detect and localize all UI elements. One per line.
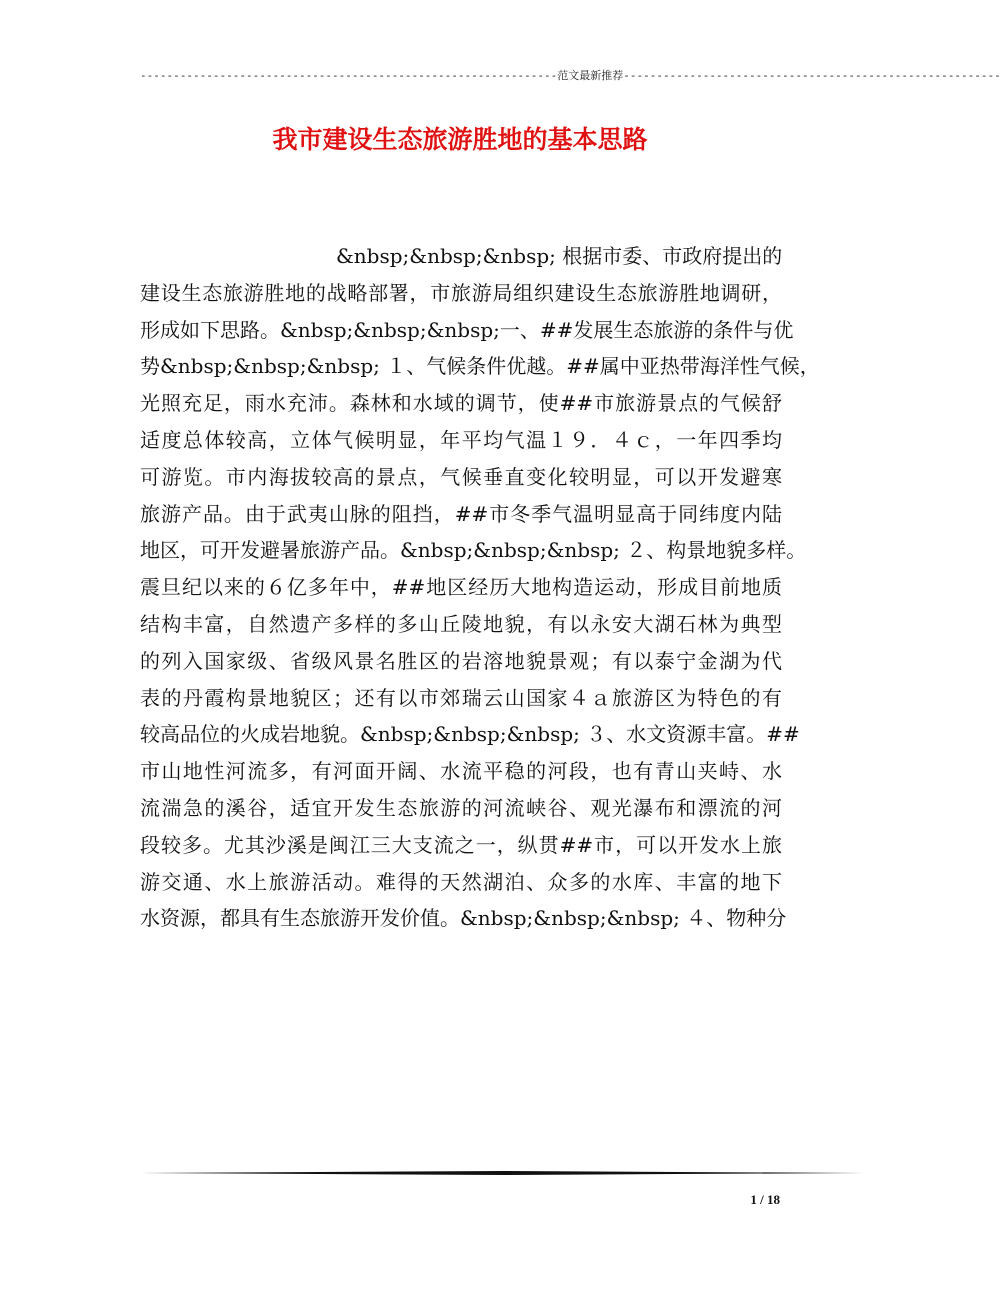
body-line: 光照充足，雨水充沛。森林和水域的调节，使##市旅游景点的气候舒 (140, 391, 782, 416)
document-body (140, 238, 820, 937)
document-title: 我市建设生态旅游胜地的基本思路 (272, 125, 648, 154)
page-number: 1 / 18 (750, 1192, 780, 1207)
body-line: 势&nbsp;&nbsp;&nbsp; １、气候条件优越。##属中亚热带海洋性气候， (140, 354, 820, 379)
body-line: 表的丹霞构景地貌区；还有以市郊瑞云山国家４ａ旅游区为特色的有 (140, 685, 782, 710)
body-line: 适度总体较高，立体气候明显，年平均气温１９．４ｃ，一年四季均 (140, 427, 782, 452)
header-banner: ---------------------------------------------------------------范文最新推荐--------------------------------------------------------- (140, 69, 1001, 82)
body-line: 市山地性河流多，有河面开阔、水流平稳的河段，也有青山夹峙、水 (140, 759, 782, 784)
body-line: 的列入国家级、省级风景名胜区的岩溶地貌景观；有以泰宁金湖为代 (140, 648, 782, 673)
body-line: 震旦纪以来的６亿多年中，##地区经历大地构造运动，形成目前地质 (140, 575, 782, 600)
body-line: 较高品位的火成岩地貌。&nbsp;&nbsp;&nbsp; ３、水文资源丰富。## (140, 722, 800, 747)
body-line: 旅游产品。由于武夷山脉的阻挡，##市冬季气温明显高于同纬度内陆 (140, 501, 782, 526)
body-line: &nbsp;&nbsp;&nbsp; 根据市委、市政府提出的 (336, 244, 783, 268)
body-line: 地区，可开发避暑旅游产品。&nbsp;&nbsp;&nbsp; ２、构景地貌多样。 (140, 538, 807, 563)
body-line: 段较多。尤其沙溪是闽江三大支流之一，纵贯##市，可以开发水上旅 (140, 832, 782, 857)
body-line: 结构丰富，自然遗产多样的多山丘陵地貌，有以永安大湖石林为典型 (140, 611, 782, 636)
body-line: 流湍急的溪谷，适宜开发生态旅游的河流峡谷、观光瀑布和漂流的河 (140, 795, 782, 820)
footer-divider (140, 1171, 864, 1175)
body-line: 建设生态旅游胜地的战略部署，市旅游局组织建设生态旅游胜地调研， (140, 280, 782, 305)
body-line: 可游览。市内海拔较高的景点，气候垂直变化较明显，可以开发避寒 (140, 464, 782, 489)
body-line: 形成如下思路。&nbsp;&nbsp;&nbsp;一、##发展生态旅游的条件与优 (140, 317, 794, 342)
body-line: 游交通、水上旅游活动。难得的天然湖泊、众多的水库、丰富的地下 (140, 869, 782, 894)
body-line: 水资源，都具有生态旅游开发价值。&nbsp;&nbsp;&nbsp; ４、物种分 (140, 906, 787, 931)
